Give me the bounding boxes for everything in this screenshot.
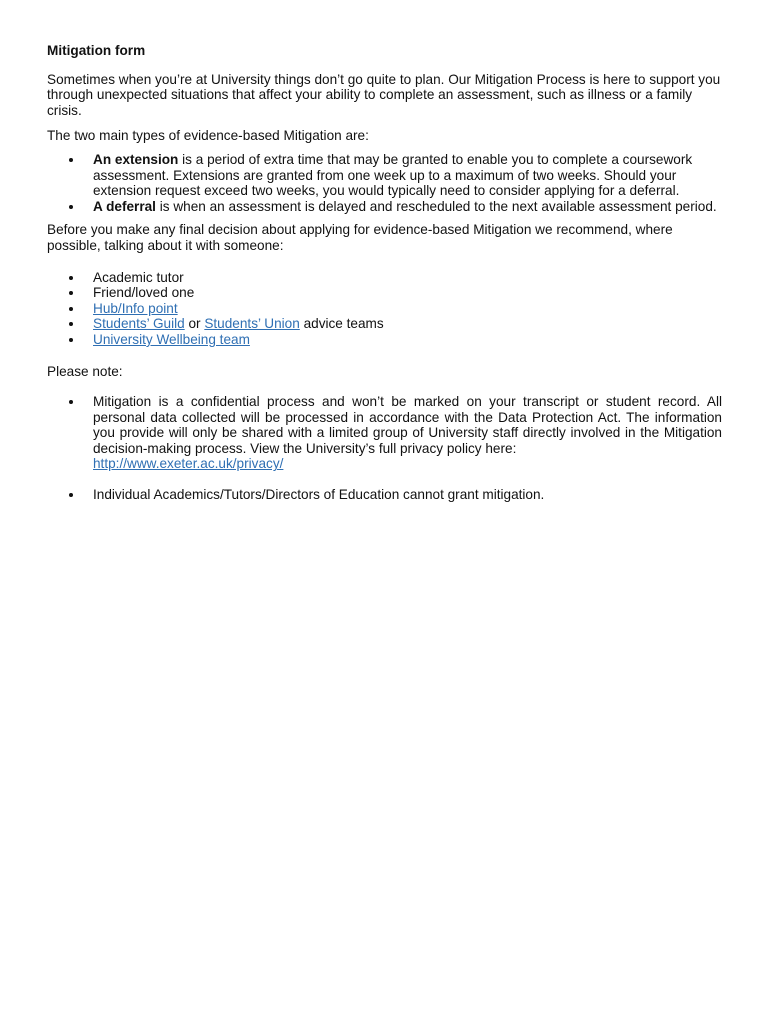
or-text: or [184,316,205,332]
document-body [47,43,722,503]
students-guild-link[interactable]: Students’ Guild [93,316,185,332]
list-item-deferral [47,199,722,215]
types-lead-paragraph: The two main types of evidence-based Mitigation are: [47,128,369,144]
list-item-wellbeing [47,332,722,348]
students-union-link[interactable]: Students’ Union [204,316,300,332]
please-note-heading: Please note: [47,363,123,379]
list-item-hub [47,301,722,317]
extension-description: is a period of extra time that may be granted to enable you to complete a coursework assessment. Extensions are granted from one week up to a maximum of two weeks. Should your extension request exceed two weeks, you would typically need to consider applying for a deferral. [93,151,693,199]
list-item-friend [47,285,722,301]
individuals-text: Individual Academics/Tutors/Directors of Education cannot grant mitigation. [93,487,545,503]
confidential-text: Mitigation is a confidential process and won’t be marked on your transcript or student record. All personal data collected will be processed in accordance with the Data Protection Act. The information you provide will only be shared with a limited group of University staff directly involved in the Mitigation decision-making process. View the University’s full privacy policy here: [93,394,722,456]
extension-term: An extension [93,151,179,167]
list-item-extension [47,152,722,199]
recommend-paragraph: Before you make any final decision about applying for evidence-based Mitigation we recommend, where possible, talking about it with someone: [47,222,673,253]
page-title: Mitigation form [47,43,146,58]
deferral-description: is when an assessment is delayed and rescheduled to the next available assessment period. [155,198,717,214]
friend-text: Friend/loved one [93,285,195,301]
intro-paragraph: Sometimes when you’re at University things don’t go quite to plan. Our Mitigation Process is here to support you through unexpected situations that affect your ability to complete an assessment, such as illness or a family crisis. [47,71,721,118]
deferral-term: A deferral [93,198,156,214]
wellbeing-team-link[interactable]: University Wellbeing team [93,331,250,347]
mitigation-types-list [47,152,722,214]
list-item-advice-teams [47,316,722,332]
notes-list [47,394,722,503]
list-item-individuals [47,487,722,503]
list-item-academic-tutor [47,270,722,286]
hub-info-point-link[interactable]: Hub/Info point [93,300,178,316]
list-item-confidential [47,394,722,472]
contacts-list [47,270,722,348]
academic-tutor-text: Academic tutor [93,269,184,285]
privacy-policy-link[interactable]: http://www.exeter.ac.uk/privacy/ [93,456,284,472]
advice-teams-text: advice teams [299,316,384,332]
